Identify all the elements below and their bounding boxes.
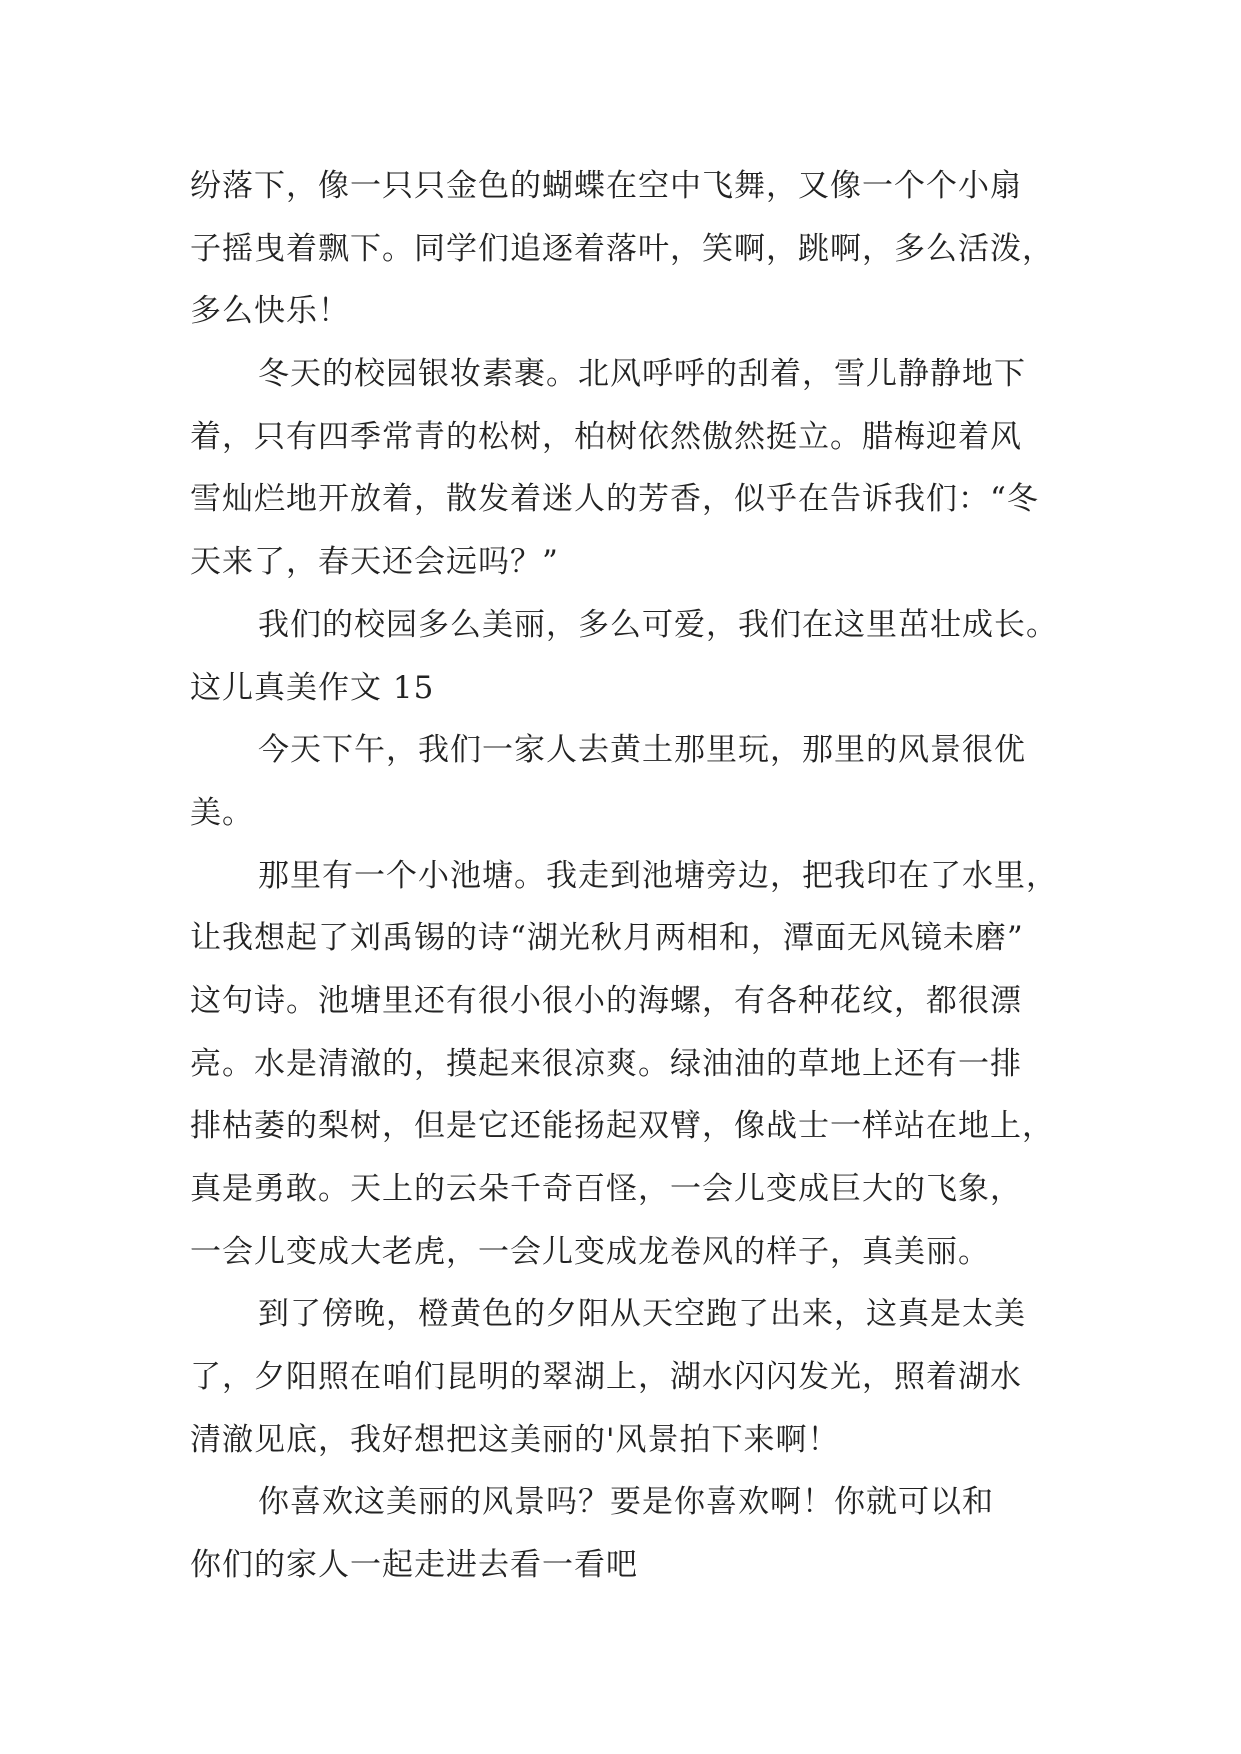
text-line: 这句诗。池塘里还有很小很小的海螺，有各种花纹，都很漂: [190, 982, 1022, 1019]
text-line: 清澈见底，我好想把这美丽的'风景拍下来啊！: [190, 1421, 840, 1458]
text-line: 天来了，春天还会远吗？”: [190, 544, 559, 581]
text-line: 亮。水是清澈的，摸起来很凉爽。绿油油的草地上还有一排: [190, 1045, 1022, 1082]
section-heading: 这儿真美作文 15: [190, 669, 435, 706]
text-line: 真是勇敢。天上的云朵千奇百怪，一会儿变成巨大的飞象，: [190, 1171, 1022, 1207]
paragraph-first-line: 到了傍晚，橙黄色的夕阳从天空跑了出来，这真是太美: [258, 1296, 1026, 1333]
text-line: 多么快乐！: [190, 293, 350, 330]
paragraph-first-line: 我们的校园多么美丽，多么可爱，我们在这里茁壮成长。: [258, 606, 1058, 643]
text-line: 让我想起了刘禹锡的诗“湖光秋月两相和，潭面无风镜未磨”: [190, 920, 1024, 957]
text-line: 美。: [190, 794, 254, 831]
text-line: 你们的家人一起走进去看一看吧: [190, 1547, 638, 1584]
text-line: 着，只有四季常青的松树，柏树依然傲然挺立。腊梅迎着风: [190, 418, 1022, 455]
text-line: 一会儿变成大老虎，一会儿变成龙卷风的样子，真美丽。: [190, 1233, 990, 1270]
paragraph-first-line: 今天下午，我们一家人去黄土那里玩，那里的风景很优: [258, 732, 1026, 769]
text-line: 子摇曳着飘下。同学们追逐着落叶，笑啊，跳啊，多么活泼，: [190, 230, 1054, 267]
text-line: 雪灿烂地开放着，散发着迷人的芳香，似乎在告诉我们：“冬: [190, 481, 1039, 518]
paragraph-first-line: 你喜欢这美丽的风景吗？要是你喜欢啊！你就可以和: [258, 1484, 994, 1521]
paragraph-first-line: 冬天的校园银妆素裹。北风呼呼的刮着，雪儿静静地下: [258, 356, 1026, 393]
text-line: 纷落下，像一只只金色的蝴蝶在空中飞舞，又像一个个小扇: [190, 168, 1022, 204]
text-line: 了，夕阳照在咱们昆明的翠湖上，湖水闪闪发光，照着湖水: [190, 1359, 1022, 1396]
text-line: 排枯萎的梨树，但是它还能扬起双臂，像战士一样站在地上，: [190, 1108, 1054, 1145]
essay-text: [190, 155, 1058, 1597]
paragraph-first-line: 那里有一个小池塘。我走到池塘旁边，把我印在了水里，: [258, 857, 1058, 894]
